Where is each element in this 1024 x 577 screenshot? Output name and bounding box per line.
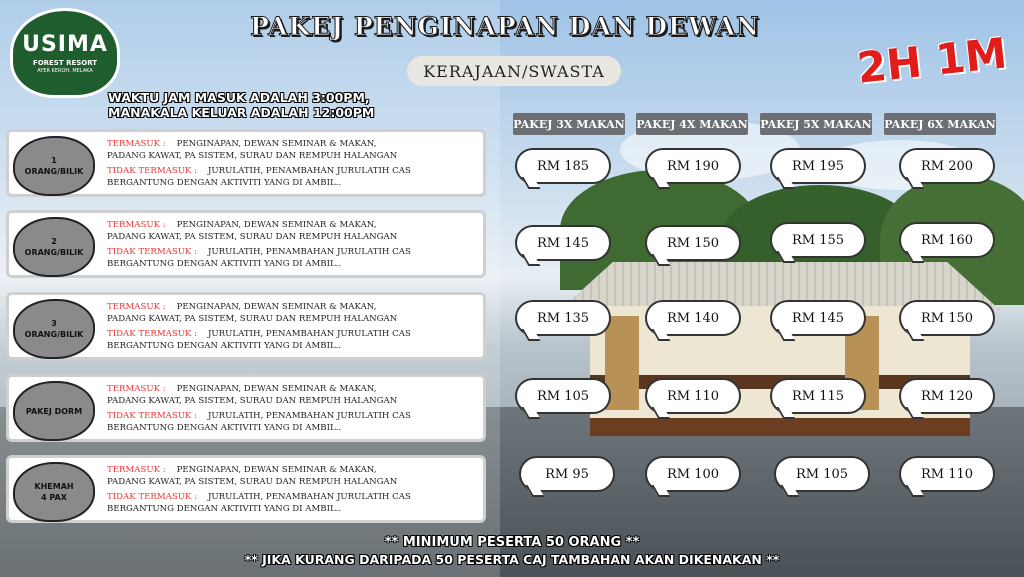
price-dorm-6x: RM 120	[899, 378, 995, 414]
price-row1-6x: RM 200	[899, 148, 995, 184]
price-khemah-3x: RM 95	[519, 456, 615, 492]
tidak-termasuk-label: TIDAK TERMASUK :	[107, 329, 198, 339]
checkout-line: MANAKALA KELUAR ADALAH 12:00PM	[108, 105, 375, 120]
termasuk-text: PADANG KAWAT, PA SISTEM, SURAU DAN REMPUH HALANGAN	[107, 151, 398, 161]
tidak-termasuk-text: JURULATIH, PENAMBAHAN JURULATIH CAS	[207, 492, 411, 502]
tidak-termasuk-text: JURULATIH, PENAMBAHAN JURULATIH CAS	[207, 329, 411, 339]
category-pill: KERAJAAN/SWASTA	[407, 56, 621, 86]
price-row3-4x: RM 140	[645, 300, 741, 336]
price-row1-5x: RM 195	[770, 148, 866, 184]
price-khemah-4x: RM 100	[645, 456, 741, 492]
row-description	[107, 383, 479, 434]
package-row-3	[6, 292, 486, 360]
tidak-termasuk-label: TIDAK TERMASUK :	[107, 411, 198, 421]
row-label-line1: PAKEJ DORM	[25, 406, 83, 416]
termasuk-text: PADANG KAWAT, PA SISTEM, SURAU DAN REMPUH HALANGAN	[107, 396, 398, 406]
tidak-termasuk-text: JURULATIH, PENAMBAHAN JURULATIH CAS	[207, 166, 411, 176]
row-label-line2: 4 PAX	[41, 493, 67, 502]
termasuk-text: PADANG KAWAT, PA SISTEM, SURAU DAN REMPUH HALANGAN	[107, 477, 398, 487]
price-row3-3x: RM 135	[515, 300, 611, 336]
termasuk-text: PENGINAPAN, DEWAN SEMINAR & MAKAN,	[176, 384, 377, 394]
page-title: PAKEJ PENGINAPAN DAN DEWAN	[250, 12, 760, 41]
termasuk-text: PENGINAPAN, DEWAN SEMINAR & MAKAN,	[176, 302, 377, 312]
footer-surcharge-note: ** JIKA KURANG DARIPADA 50 PESERTA CAJ TAMBAHAN AKAN DIKENAKAN **	[244, 552, 780, 567]
termasuk-text: PADANG KAWAT, PA SISTEM, SURAU DAN REMPUH HALANGAN	[107, 232, 398, 242]
termasuk-text: PADANG KAWAT, PA SISTEM, SURAU DAN REMPUH HALANGAN	[107, 314, 398, 324]
termasuk-text: PENGINAPAN, DEWAN SEMINAR & MAKAN,	[176, 220, 377, 230]
tidak-termasuk-text: BERGANTUNG DENGAN AKTIVITI YANG DI AMBIL..	[107, 178, 342, 188]
row-label-bubble	[13, 299, 95, 359]
duration-badge: 2H 1M	[854, 28, 1010, 93]
package-row-1	[6, 129, 486, 197]
price-row2-5x: RM 155	[770, 222, 866, 258]
row-label-bubble	[13, 217, 95, 277]
tidak-termasuk-label: TIDAK TERMASUK :	[107, 166, 198, 176]
price-khemah-6x: RM 110	[899, 456, 995, 492]
column-header-6x: PAKEJ 6X MAKAN	[884, 113, 996, 135]
column-header-3x: PAKEJ 3X MAKAN	[513, 113, 625, 135]
price-dorm-3x: RM 105	[515, 378, 611, 414]
checkin-info	[108, 90, 408, 120]
row-label-line2: ORANG/BILIK	[24, 167, 84, 176]
package-row-dorm	[6, 374, 486, 442]
tidak-termasuk-label: TIDAK TERMASUK :	[107, 492, 198, 502]
termasuk-text: PENGINAPAN, DEWAN SEMINAR & MAKAN,	[176, 139, 377, 149]
price-row2-3x: RM 145	[515, 225, 611, 261]
termasuk-label: TERMASUK :	[107, 465, 166, 475]
row-label-line1: 3	[51, 319, 57, 328]
tidak-termasuk-text: JURULATIH, PENAMBAHAN JURULATIH CAS	[207, 411, 411, 421]
termasuk-label: TERMASUK :	[107, 384, 166, 394]
price-khemah-5x: RM 105	[774, 456, 870, 492]
price-row2-4x: RM 150	[645, 225, 741, 261]
column-header-5x: PAKEJ 5X MAKAN	[760, 113, 872, 135]
price-row3-5x: RM 145	[770, 300, 866, 336]
termasuk-label: TERMASUK :	[107, 302, 166, 312]
row-label-line2: ORANG/BILIK	[24, 330, 84, 339]
price-row1-4x: RM 190	[645, 148, 741, 184]
row-description	[107, 219, 479, 270]
row-description	[107, 464, 479, 515]
package-row-khemah	[6, 455, 486, 523]
tidak-termasuk-text: BERGANTUNG DENGAN AKTIVITI YANG DI AMBIL..	[107, 423, 342, 433]
row-label-line2: ORANG/BILIK	[24, 248, 84, 257]
row-label-line1: 2	[51, 237, 57, 246]
usima-logo	[10, 8, 120, 98]
price-dorm-5x: RM 115	[770, 378, 866, 414]
row-description	[107, 138, 479, 189]
column-header-4x: PAKEJ 4X MAKAN	[636, 113, 748, 135]
price-row1-3x: RM 185	[515, 148, 611, 184]
row-label-line1: KHEMAH	[34, 482, 74, 491]
row-label-line1: 1	[51, 156, 57, 165]
tidak-termasuk-text: JURULATIH, PENAMBAHAN JURULATIH CAS	[207, 247, 411, 257]
tidak-termasuk-label: TIDAK TERMASUK :	[107, 247, 198, 257]
termasuk-label: TERMASUK :	[107, 139, 166, 149]
footer-minimum-note: ** MINIMUM PESERTA 50 ORANG **	[384, 535, 640, 550]
price-row3-6x: RM 150	[899, 300, 995, 336]
logo-location: AYER KEROH, MELAKA	[37, 68, 93, 74]
package-row-2	[6, 210, 486, 278]
logo-subtitle: FOREST RESORT	[32, 59, 98, 67]
tidak-termasuk-text: BERGANTUNG DENGAN AKTIVITI YANG DI AMBIL..	[107, 259, 342, 269]
row-label-bubble	[13, 381, 95, 441]
checkin-line: WAKTU JAM MASUK ADALAH 3:00PM,	[108, 90, 370, 105]
termasuk-text: PENGINAPAN, DEWAN SEMINAR & MAKAN,	[176, 465, 377, 475]
price-dorm-4x: RM 110	[645, 378, 741, 414]
row-description	[107, 301, 479, 352]
price-row2-6x: RM 160	[899, 222, 995, 258]
tidak-termasuk-text: BERGANTUNG DENGAN AKTIVITI YANG DI AMBIL..	[107, 341, 342, 351]
row-label-bubble	[13, 136, 95, 196]
row-label-bubble	[13, 462, 95, 522]
termasuk-label: TERMASUK :	[107, 220, 166, 230]
tidak-termasuk-text: BERGANTUNG DENGAN AKTIVITI YANG DI AMBIL..	[107, 504, 342, 514]
logo-name: USIMA	[22, 32, 108, 57]
